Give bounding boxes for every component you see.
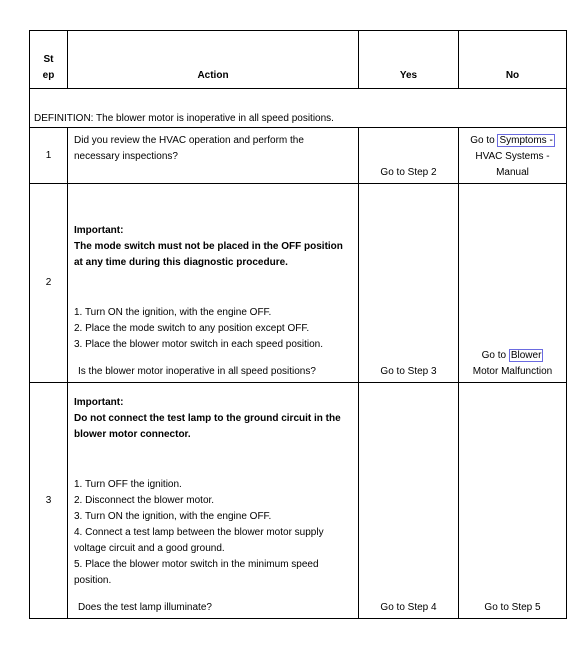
step-number: 1 (30, 128, 68, 184)
yes-cell: Go to Step 4 (359, 383, 459, 619)
list-item: 3. Turn ON the ignition, with the engine OFF. (74, 511, 272, 522)
no-cell: Go to Step 5 (459, 383, 567, 619)
question-text: Does the test lamp illuminate? (78, 602, 212, 613)
list-item: 1. Turn OFF the ignition. (74, 479, 182, 490)
list-item: 5. Place the blower motor switch in the minimum speed position. (74, 559, 319, 586)
action-cell (68, 383, 359, 619)
header-no: No (459, 31, 567, 89)
important-label: Important: (74, 225, 124, 236)
symptoms-link[interactable]: Symptoms - (499, 135, 553, 146)
no-cell: Go to Blower Motor Malfunction (459, 184, 567, 383)
header-step: St ep (30, 31, 68, 89)
important-text: The mode switch must not be placed in the OFF position at any time during this diagnostic procedure. (74, 241, 343, 268)
procedure-list (74, 477, 352, 589)
definition-text: DEFINITION: The blower motor is inoperative in all speed positions. (30, 89, 567, 128)
diagnostic-table (29, 30, 567, 619)
table-row (30, 184, 567, 383)
list-item: 4. Connect a test lamp between the blower motor supply voltage circuit and a good ground. (74, 527, 324, 554)
action-text: Did you review the HVAC operation and perform the necessary inspections? (74, 135, 304, 162)
table-row (30, 383, 567, 619)
no-cell: Go to Symptoms - HVAC Systems - Manual (459, 128, 567, 184)
action-cell (68, 184, 359, 383)
procedure-list (74, 305, 352, 353)
important-label: Important: (74, 397, 124, 408)
list-item: 2. Disconnect the blower motor. (74, 495, 215, 506)
question-text: Is the blower motor inoperative in all speed positions? (78, 366, 316, 377)
header-row (30, 31, 567, 89)
list-item: 2. Place the mode switch to any position except OFF. (74, 323, 310, 334)
list-item: 1. Turn ON the ignition, with the engine OFF. (74, 307, 272, 318)
list-item: 3. Place the blower motor switch in each speed position. (74, 339, 324, 350)
important-text: Do not connect the test lamp to the ground circuit in the blower motor connector. (74, 413, 341, 440)
definition-row (30, 89, 567, 128)
yes-cell: Go to Step 3 (359, 184, 459, 383)
blower-link[interactable]: Blower (510, 350, 542, 361)
step-number: 3 (30, 383, 68, 619)
step-number: 2 (30, 184, 68, 383)
header-yes: Yes (359, 31, 459, 89)
header-action: Action (68, 31, 359, 89)
yes-cell: Go to Step 2 (359, 128, 459, 184)
action-cell (68, 128, 359, 184)
table-row (30, 128, 567, 184)
